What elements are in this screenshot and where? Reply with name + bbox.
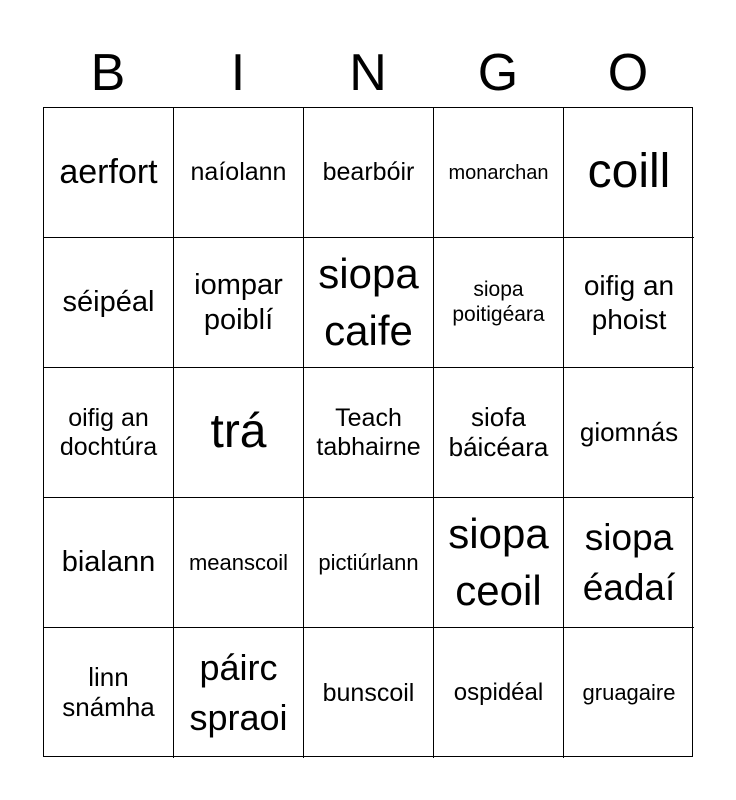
bingo-header — [43, 40, 693, 106]
bingo-cell[interactable] — [564, 368, 694, 498]
bingo-cell[interactable] — [44, 498, 174, 628]
cell-text: siofa báicéara — [448, 401, 549, 462]
bingo-cell[interactable] — [174, 368, 304, 498]
cell-text: páirc spraoi — [189, 646, 288, 738]
bingo-cell[interactable] — [304, 238, 434, 368]
cell-text: bialann — [61, 546, 156, 579]
cell-text: monarchan — [448, 161, 549, 184]
bingo-cell[interactable] — [174, 498, 304, 628]
cell-text: ospidéal — [453, 679, 544, 707]
bingo-cell[interactable] — [44, 108, 174, 238]
cell-text: bearbóir — [322, 158, 415, 187]
cell-text: oifig an dochtúra — [59, 403, 158, 461]
bingo-cell[interactable] — [44, 368, 174, 498]
bingo-cell[interactable] — [434, 368, 564, 498]
cell-text: meanscoil — [188, 549, 289, 575]
bingo-cell[interactable] — [174, 238, 304, 368]
cell-text: naíolann — [190, 158, 287, 187]
cell-text: siopa éadaí — [582, 516, 676, 608]
bingo-cell[interactable] — [434, 498, 564, 628]
cell-text: siopa ceoil — [448, 509, 549, 614]
bingo-cell[interactable] — [564, 628, 694, 758]
cell-text: Teach tabhairne — [316, 403, 421, 461]
cell-text: coill — [587, 145, 671, 199]
bingo-cell[interactable] — [174, 108, 304, 238]
cell-text: linn snámha — [62, 662, 155, 722]
cell-text: siopa caife — [318, 249, 419, 354]
cell-text: iompar poiblí — [194, 268, 283, 336]
header-letter-n: N — [349, 44, 387, 102]
bingo-cell[interactable] — [434, 628, 564, 758]
cell-text: oifig an phoist — [583, 269, 675, 335]
cell-text: séipéal — [62, 286, 155, 319]
bingo-cell[interactable] — [434, 238, 564, 368]
bingo-cell[interactable] — [434, 108, 564, 238]
bingo-cell[interactable] — [174, 628, 304, 758]
bingo-cell[interactable] — [44, 238, 174, 368]
bingo-grid — [43, 107, 693, 757]
bingo-cell[interactable] — [304, 108, 434, 238]
bingo-cell[interactable] — [564, 238, 694, 368]
bingo-cell[interactable] — [564, 498, 694, 628]
cell-text: bunscoil — [322, 678, 415, 707]
bingo-cell[interactable] — [304, 368, 434, 498]
cell-text: giomnás — [579, 416, 679, 447]
header-letter-i: I — [230, 44, 246, 102]
header-letter-b: B — [90, 44, 126, 102]
cell-text: aerfort — [59, 152, 158, 191]
cell-text: siopa poitigéara — [452, 278, 545, 326]
bingo-cell[interactable] — [304, 498, 434, 628]
bingo-cell[interactable] — [304, 628, 434, 758]
header-letter-o: O — [607, 44, 649, 102]
bingo-cell[interactable] — [44, 628, 174, 758]
header-letter-g: G — [477, 44, 519, 102]
cell-text: pictiúrlann — [318, 549, 419, 575]
bingo-cell[interactable] — [564, 108, 694, 238]
cell-text: trá — [210, 405, 267, 459]
cell-text: gruagaire — [582, 680, 676, 706]
